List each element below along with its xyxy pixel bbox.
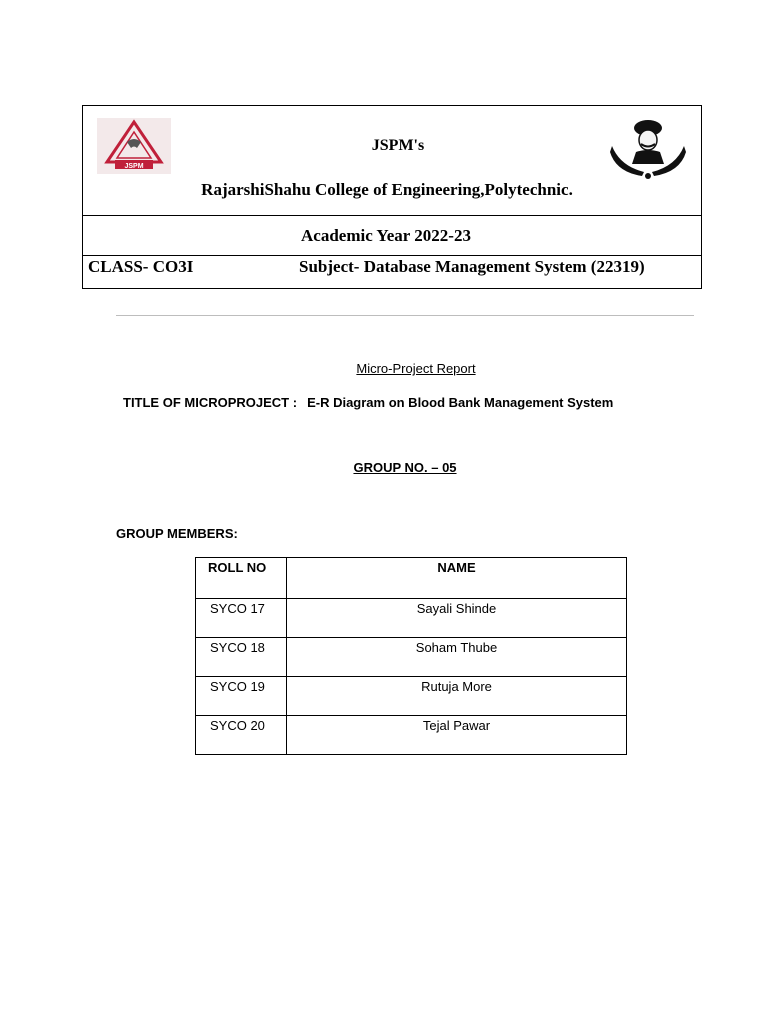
column-header-roll: ROLL NO: [196, 558, 287, 599]
name-cell: Soham Thube: [287, 638, 627, 677]
group-members-label: GROUP MEMBERS:: [116, 526, 238, 541]
table-row: [196, 677, 627, 716]
subject-label: Subject- Database Management System (22319): [299, 257, 645, 276]
header-row-year: [83, 216, 701, 256]
header-box: [82, 105, 702, 289]
table-header-row: [196, 558, 627, 599]
name-cell: Tejal Pawar: [287, 716, 627, 755]
report-heading: Micro-Project Report: [356, 361, 476, 376]
academic-year: Academic Year 2022-23: [301, 226, 471, 245]
title-value: E-R Diagram on Blood Bank Management System: [307, 395, 614, 410]
column-header-name: NAME: [287, 558, 627, 599]
institution-name: JSPM's: [371, 137, 425, 154]
college-name: RajarshiShahu College of Engineering,Polytechnic.: [201, 180, 573, 199]
name-cell: Rutuja More: [287, 677, 627, 716]
header-row-institution: [83, 106, 701, 216]
group-number: GROUP NO. – 05: [353, 460, 457, 475]
roll-cell: SYCO 20: [196, 716, 287, 755]
roll-cell: SYCO 19: [196, 677, 287, 716]
members-table: [195, 557, 627, 755]
horizontal-divider: [116, 315, 694, 316]
class-label: CLASS- CO3I: [88, 257, 194, 276]
logo-text: JSPM: [124, 163, 144, 170]
roll-cell: SYCO 18: [196, 638, 287, 677]
founder-portrait-icon: [610, 118, 686, 180]
name-cell: Sayali Shinde: [287, 599, 627, 638]
title-label: TITLE OF MICROPROJECT :: [123, 395, 298, 410]
header-row-class-subject: [83, 256, 701, 290]
table-row: [196, 599, 627, 638]
microproject-title: [123, 395, 613, 410]
table-row: [196, 716, 627, 755]
table-row: [196, 638, 627, 677]
roll-cell: SYCO 17: [196, 599, 287, 638]
